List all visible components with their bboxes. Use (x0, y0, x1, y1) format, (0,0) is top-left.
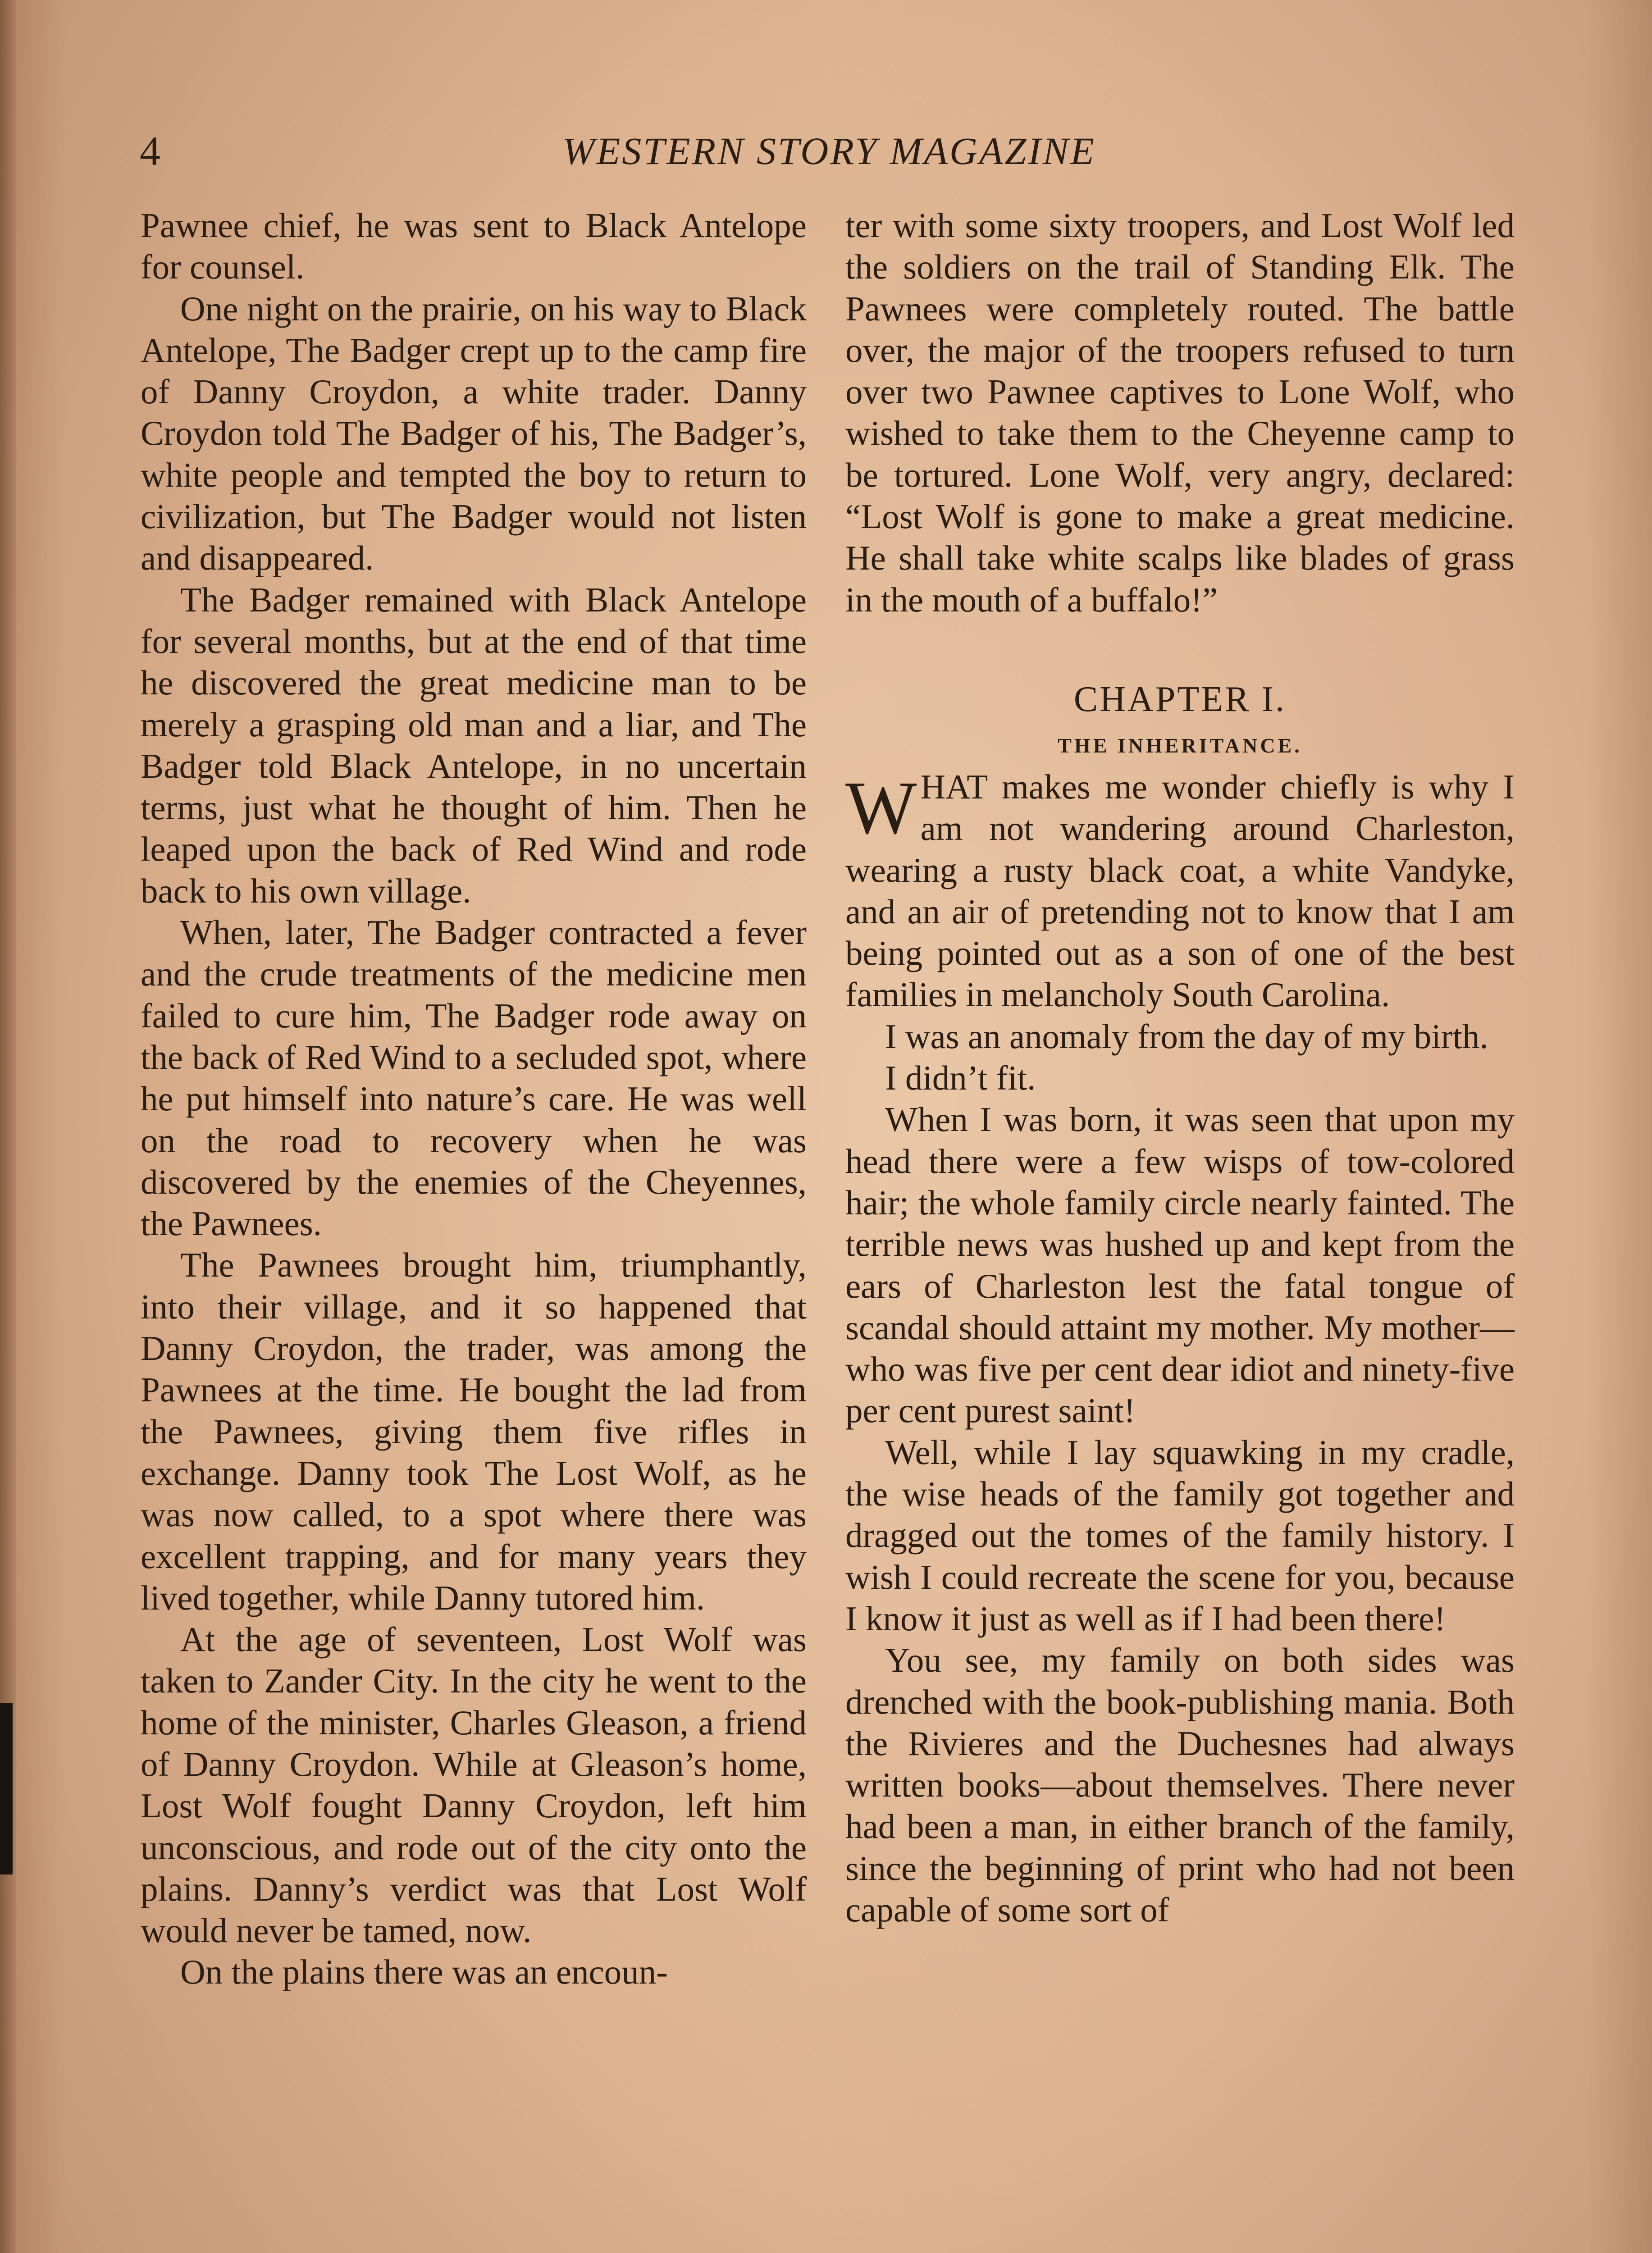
page-left-edge (0, 0, 16, 2253)
paragraph: The Badger remained with Black Antelope for several months, but at the end of that time he discovered the great medicine man to be merely a grasping old man and a liar, and The Badger told Black Antelope, in no uncertain terms, just what he thought of him. Then he leaped upon the back of Red Wind and rode back to his own village. (141, 580, 807, 910)
paragraph: At the age of seventeen, Lost Wolf was taken to Zander City. In the city he went to the home of the minister, Charles Gleason, a friend of Danny Croydon. While at Gleason’s home, Lost Wolf fought Danny Croydon, left him unconscious, and rode out of the city onto the plains. Danny’s verdict was that Lost Wolf would never be tamed, now. (141, 1620, 807, 1950)
paragraph: ter with some sixty troopers, and Lost Wolf led the soldiers on the trail of Standing Elk. The Pawnees were completely routed. The battle over, the major of the troopers refused to turn over two Pawnee captives to Lone Wolf, who wished to take them to the Cheyenne camp to be tortured. Lone Wolf, very angry, declared: “Lost Wolf is gone to make a great medicine. He shall take white scalps like blades of grass in the mouth of a buffalo!” (845, 206, 1515, 619)
running-title: WESTERN STORY MAGAZINE (562, 129, 1096, 173)
chapter-subtitle: THE INHERITANCE. (1058, 734, 1302, 757)
chapter-opening-paragraph (845, 766, 1515, 1016)
paragraph: One night on the prairie, on his way to Black Antelope, The Badger crept up to the camp fire of Danny Croydon, a white trader. Danny Croydon told The Badger of his, The Badger’s, white people and tempted the boy to return to civilization, but The Badger would not listen and disappeared. (141, 289, 807, 578)
page-header (140, 126, 1519, 176)
chapter-title: CHAPTER I. (1073, 679, 1287, 719)
left-column (141, 205, 807, 1993)
paragraph: The Pawnees brought him, triumphantly, into their village, and it so happened that Danny Croydon, the trader, was among the Pawnees at the time. He bought the lad from the Pawnees, giving them five rifles in exchange. Danny took The Lost Wolf, as he was now called, to a spot where there was excellent trapping, and for many years they lived together, while Danny tutored him. (141, 1245, 807, 1617)
paragraph: I was an anomaly from the day of my birth. (885, 1017, 1488, 1056)
paragraph: You see, my family on both sides was drenched with the book-publishing mania. Both the Rivieres and the Duchesnes had always written books—about themselves. There never had been a man, in either branch of the family, since the beginning of print who had not been capable of some sort of (845, 1641, 1515, 1929)
paragraph: Pawnee chief, he was sent to Black Antelope for counsel. (141, 206, 807, 287)
paragraph: I didn’t fit. (885, 1058, 1036, 1098)
page-number: 4 (140, 128, 160, 174)
paragraph: When I was born, it was seen that upon my head there were a few wisps of tow-colored hair; the whole family circle nearly fainted. The terrible news was hushed up and kept from the ears of Charleston lest the fatal tongue of scandal should attaint my mother. My mother—who was five per cent dear idiot and ninety-five per cent purest saint! (845, 1100, 1515, 1430)
paragraph: Well, while I lay squawking in my cradle, the wise heads of the family got together and dragged out the tomes of the family history. I wish I could recreate the scene for you, because I know it just as well as if I had been there! (845, 1432, 1515, 1638)
paragraph: On the plains there was an encoun- (180, 1952, 668, 1992)
right-column (845, 205, 1515, 1930)
opening-text: HAT makes me wonder chiefly is why I am not wandering around Charleston, wearing a rusty black coat, a white Vandyke, and an air of pretending not to know that I am being pointed out as a son of one of the best families in melancholy South Carolina. (845, 767, 1515, 1014)
binding-mark (0, 1703, 13, 1874)
drop-cap: W (845, 766, 917, 850)
paragraph: When, later, The Badger contracted a fever and the crude treatments of the medicine men failed to cure him, The Badger rode away on the back of Red Wind to a secluded spot, where he put himself into nature’s care. He was well on the road to recovery when he was discovered by the enemies of the Cheyennes, the Pawnees. (141, 913, 807, 1243)
